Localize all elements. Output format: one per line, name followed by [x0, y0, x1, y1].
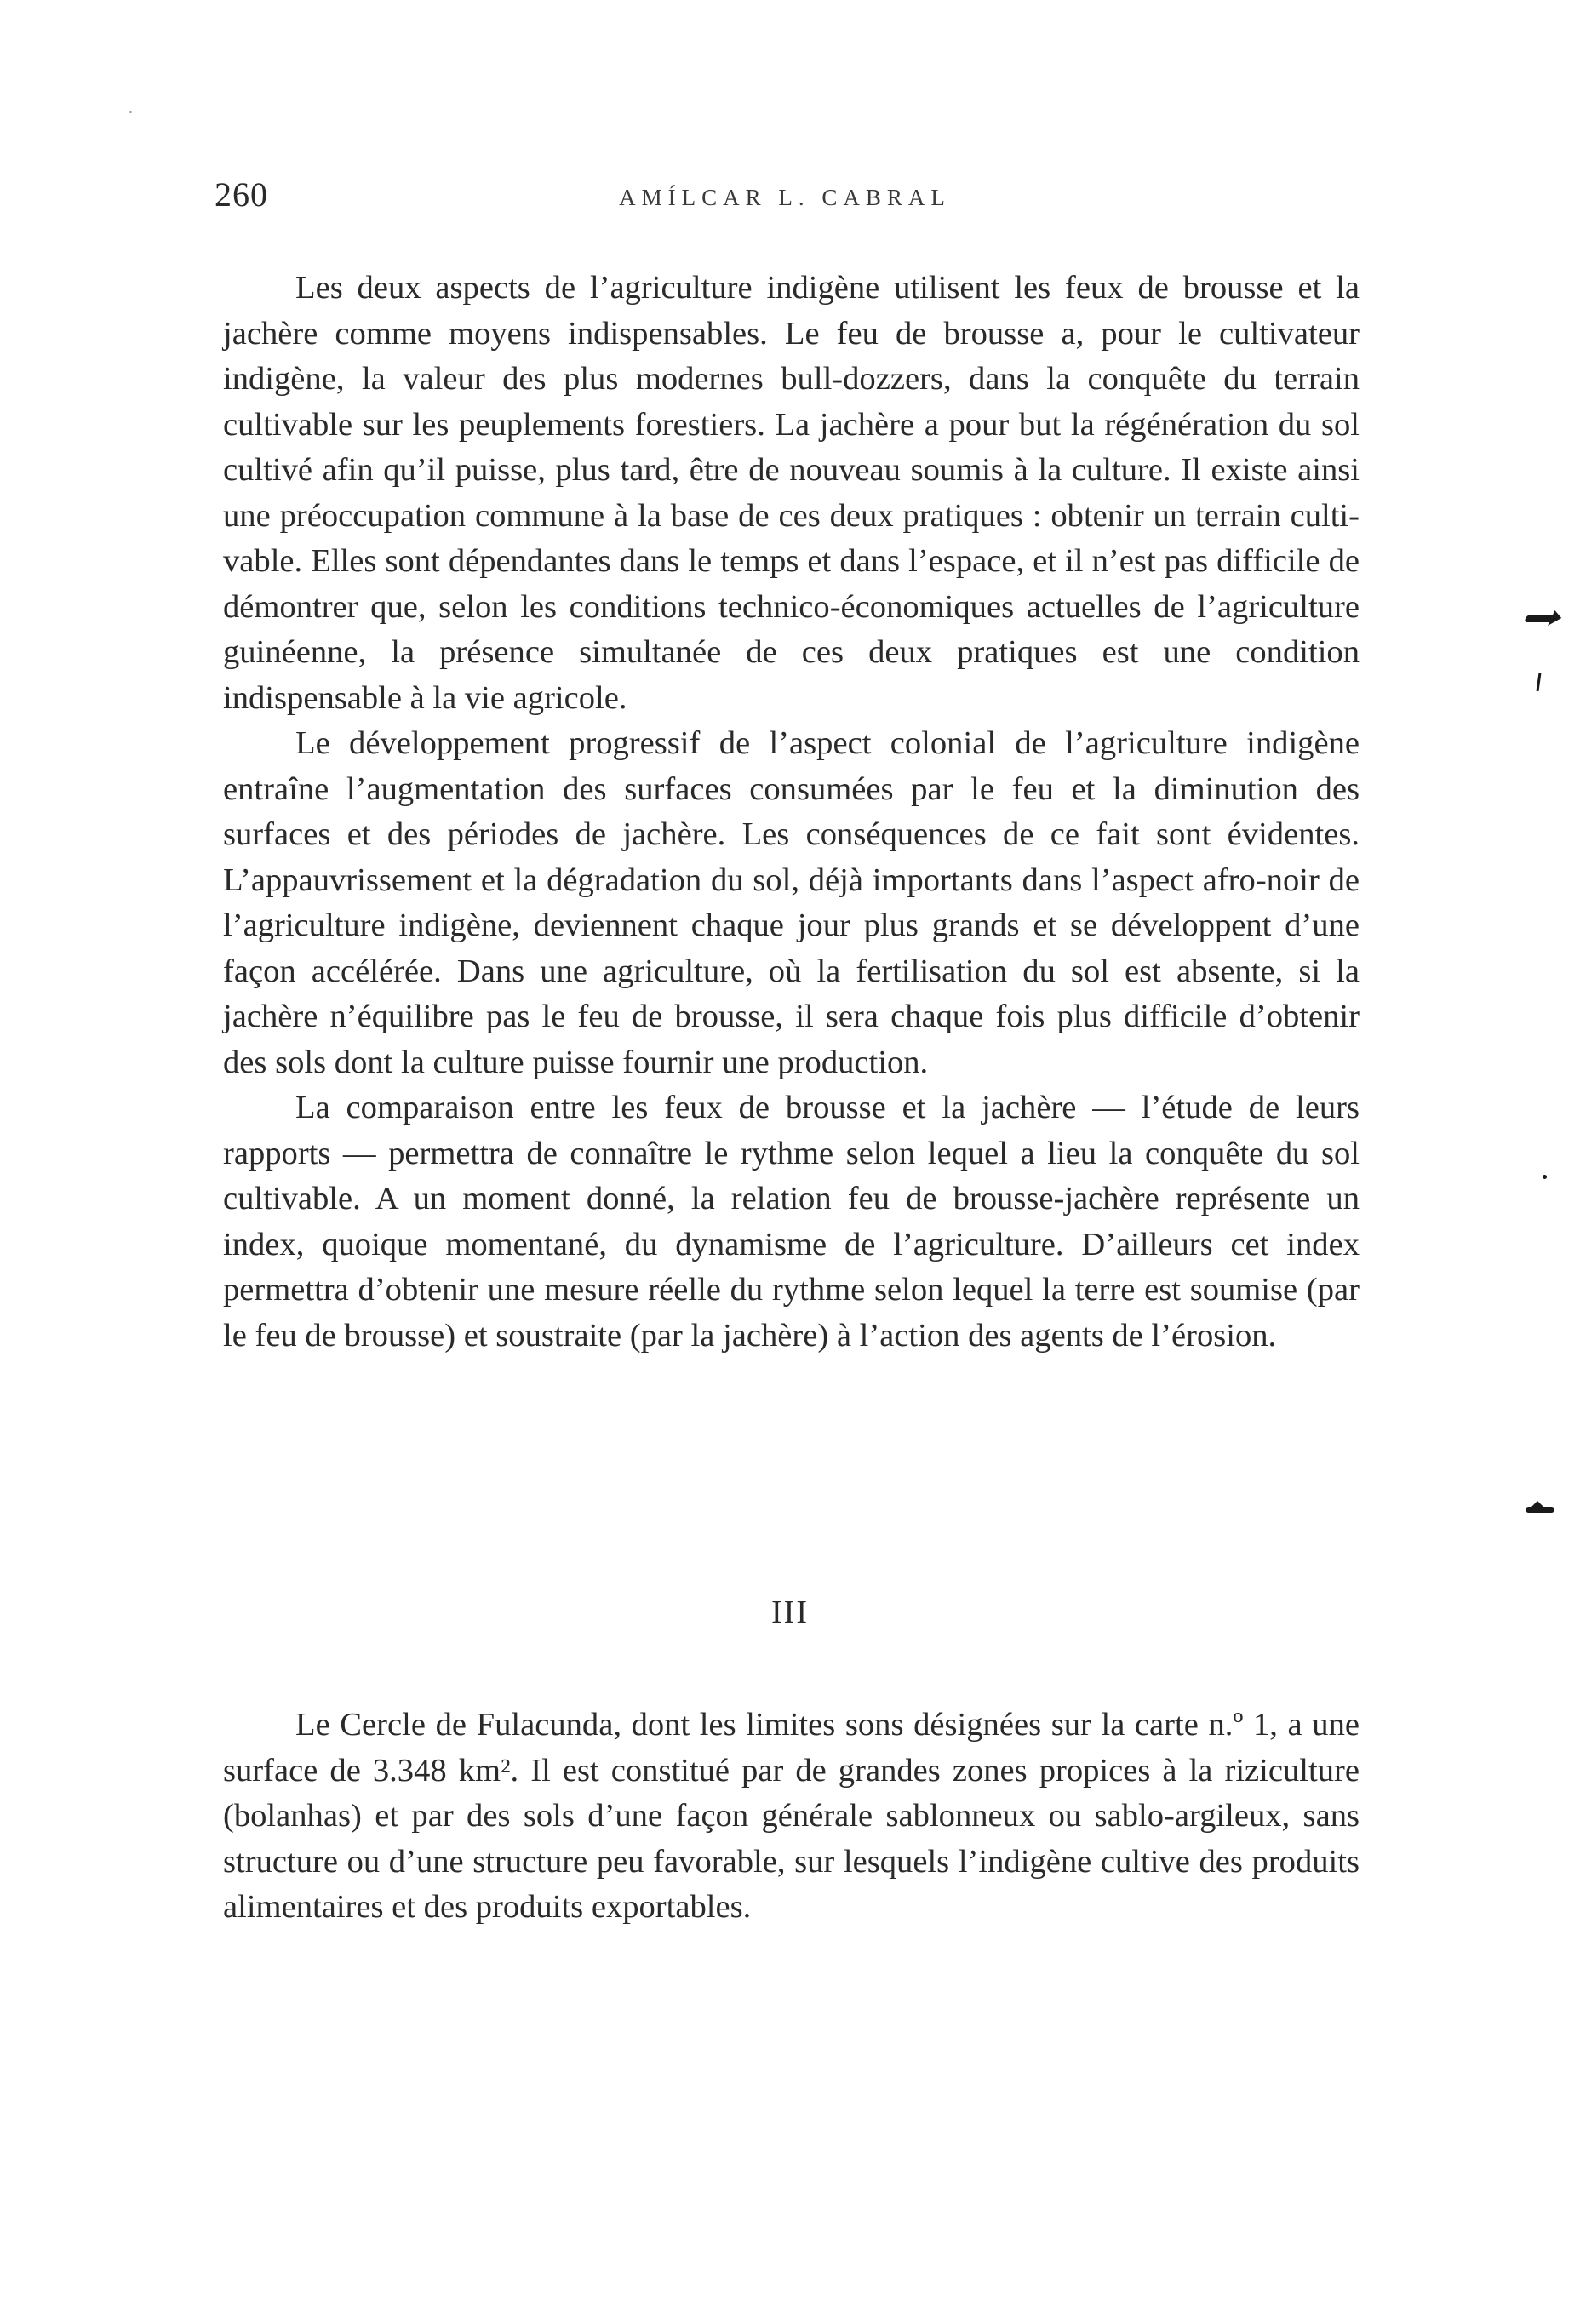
section-heading: III [771, 1594, 809, 1630]
paragraph: La comparaison entre les feux de brousse et la jachère — l’étude de leurs rapports — permettra de connaître le rythme selon lequel a lieu la conquête du sol cultivable. A un moment donné, la relation feu de brousse-jachère représente un index, quoique momentané, du dynamisme de l’agriculture. D’ailleurs cet index permettra d’obtenir une mesure réelle du rythme selon lequel la terre est soumise (par le feu de brousse) et soustraite (par la jachère) à l’action des agents de l’érosion. [223, 1090, 1360, 1354]
running-head: AMÍLCAR L. CABRAL [619, 185, 951, 210]
margin-dot-mark [1543, 1175, 1547, 1179]
paragraph: Les deux aspects de l’agriculture indigène utilisent les feux de brousse et la jachère comme moyens indispensables. Le feu de brousse a, pour le cultivateur indigène, la valeur des plus modernes bull-dozzers, dans la conquête du terrain cultivable sur les peuplements forestiers. La jachère a pour but la régénération du sol cultivé afin qu’il puisse, plus tard, être de nouveau soumis à la culture. Il existe ainsi une préoccupation commune à la base de ces deux pratiques : obtenir un terrain cultivable. Elles sont dépendantes dans le temps et dans l’espace, et il n’est pas difficile de démontrer que, selon les conditions technico-économiques actuelles de l’agriculture guinéenne, la présence simultanée de ces deux pratiques est une condition indispensable à la vie agricole. [223, 270, 1360, 716]
margin-arrow-icon [1524, 615, 1556, 622]
scan-speck [129, 111, 132, 113]
paragraph: Le Cercle de Fulacunda, dont les limites sons désignées sur la carte n.º 1, a une surface de 3.348 km². Il est constitué par de grandes zones propices à la riziculture (bolanhas) et par des sols d’une façon générale sablonneux ou sablo-argileux, sans structure ou d’une structure peu favorable, sur lesquels l’indigène cultive des produits alimentaires et des produits exportables. [223, 1707, 1360, 1925]
page-number: 260 [215, 175, 268, 214]
margin-tick-mark [1536, 673, 1541, 691]
body-text-before-section [223, 266, 1360, 1359]
margin-arrow-icon [1526, 1507, 1554, 1513]
page-header [215, 175, 1355, 226]
paragraph: Le développement progressif de l’aspect colonial de l’agriculture indigène entraîne l’augmentation des surfaces consumées par le feu et la diminution des surfaces et des périodes de jachère. Les conséquences de ce fait sont évidentes. L’appauvrissement et la dégradation du sol, déjà importants dans l’aspect afro-noir de l’agriculture indigène, deviennent chaque jour plus grands et se développent d’une façon accélérée. Dans une agriculture, où la fertilisation du sol est absente, si la jachère n’équilibre pas le feu de brousse, il sera chaque fois plus difficile d’obtenir des sols dont la culture puisse fournir une production. [223, 725, 1360, 1080]
body-text-section-iii [223, 1703, 1360, 1931]
